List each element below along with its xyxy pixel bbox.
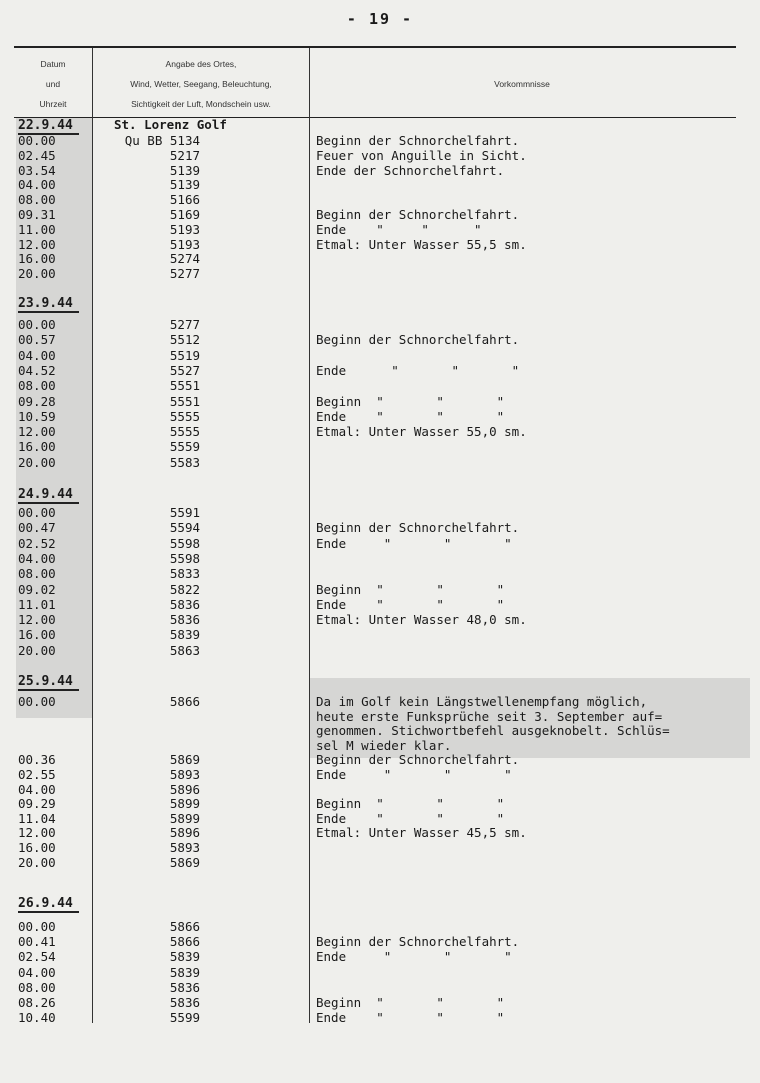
log-event: genommen. Stichwortbefehl ausgeknobelt. Schlüs= [316,723,670,738]
log-position: 5836 [169,980,200,995]
log-event: Ende " " " [316,597,505,612]
log-event: Beginn der Schnorchelfahrt. [316,133,520,148]
log-position: 5594 [169,520,200,535]
column-divider-2 [309,48,310,1023]
log-time: 04.00 [18,551,56,566]
log-time: 09.29 [18,796,56,811]
log-event: Beginn der Schnorchelfahrt. [316,752,520,767]
log-position: 5519 [169,348,200,363]
log-position: 5277 [169,266,200,281]
log-time: 08.26 [18,995,56,1010]
day-date: 23.9.44 [18,296,79,313]
log-position: 5559 [169,439,200,454]
log-time: 04.00 [18,348,56,363]
log-position: Qu BB 5134 [124,133,200,148]
log-time: 11.00 [18,222,56,237]
log-position: 5555 [169,409,200,424]
log-time: 12.00 [18,612,56,627]
log-time: 16.00 [18,840,56,855]
log-event: heute erste Funksprüche seit 3. September auf= [316,709,663,724]
log-event: Beginn " " " [316,394,505,409]
log-position: 5139 [169,177,200,192]
log-time: 04.00 [18,177,56,192]
day-date: 24.9.44 [18,487,79,504]
log-position: 5139 [169,163,200,178]
log-position: 5866 [169,694,200,709]
log-position: 5277 [169,317,200,332]
day-date: 25.9.44 [18,674,79,691]
log-position: 5839 [169,949,200,964]
log-event: Beginn " " " [316,796,505,811]
log-position: 5555 [169,424,200,439]
log-time: 02.52 [18,536,56,551]
log-position: 5551 [169,378,200,393]
log-event: Beginn der Schnorchelfahrt. [316,332,520,347]
log-position: 5166 [169,192,200,207]
log-time: 00.00 [18,505,56,520]
log-event: Ende " " " [316,409,505,424]
log-time: 08.00 [18,980,56,995]
log-position: 5893 [169,840,200,855]
top-rule [14,46,736,48]
log-position: 5591 [169,505,200,520]
log-position: 5836 [169,597,200,612]
log-time: 10.40 [18,1010,56,1025]
log-time: 00.00 [18,133,56,148]
log-position: 5836 [169,995,200,1010]
log-time: 03.54 [18,163,56,178]
log-event: Beginn der Schnorchelfahrt. [316,934,520,949]
log-event: Beginn der Schnorchelfahrt. [316,207,520,222]
log-position: 5169 [169,207,200,222]
log-time: 16.00 [18,627,56,642]
log-time: 08.00 [18,192,56,207]
log-event: Etmal: Unter Wasser 45,5 sm. [316,825,527,840]
log-event: sel M wieder klar. [316,738,452,753]
log-time: 12.00 [18,237,56,252]
header-events: Vorkommnisse [494,79,550,89]
log-time: 09.02 [18,582,56,597]
log-position: 5551 [169,394,200,409]
log-time: 12.00 [18,825,56,840]
log-time: 20.00 [18,643,56,658]
log-time: 02.45 [18,148,56,163]
log-time: 08.00 [18,378,56,393]
log-position: 5512 [169,332,200,347]
location-heading: St. Lorenz Golf [114,117,227,132]
column-divider-1 [92,48,93,1023]
log-time: 00.36 [18,752,56,767]
log-event: Feuer von Anguille in Sicht. [316,148,527,163]
log-time: 00.57 [18,332,56,347]
log-time: 02.54 [18,949,56,964]
log-event: Da im Golf kein Längstwellenempfang möglich, [316,694,648,709]
log-time: 04.00 [18,782,56,797]
log-event: Beginn " " " [316,582,505,597]
log-position: 5836 [169,612,200,627]
log-position: 5899 [169,811,200,826]
log-position: 5839 [169,965,200,980]
log-position: 5869 [169,855,200,870]
log-position: 5866 [169,934,200,949]
header-location-line: Sichtigkeit der Luft, Mondschein usw. [131,99,271,109]
log-position: 5583 [169,455,200,470]
log-event: Etmal: Unter Wasser 55,0 sm. [316,424,527,439]
log-time: 02.55 [18,767,56,782]
log-position: 5274 [169,251,200,266]
log-position: 5822 [169,582,200,597]
day-date: 22.9.44 [18,118,79,135]
log-position: 5893 [169,767,200,782]
log-time: 20.00 [18,455,56,470]
log-time: 00.00 [18,919,56,934]
log-time: 00.41 [18,934,56,949]
log-position: 5863 [169,643,200,658]
log-event: Beginn der Schnorchelfahrt. [316,520,520,535]
log-event: Ende " " " [316,1010,505,1025]
log-event: Ende " " " [316,767,512,782]
log-event: Ende " " " [316,811,505,826]
log-position: 5217 [169,148,200,163]
log-time: 04.52 [18,363,56,378]
log-time: 04.00 [18,965,56,980]
log-position: 5833 [169,566,200,581]
log-event: Ende " " " [316,222,482,237]
log-event: Ende " " " [316,363,520,378]
log-position: 5193 [169,237,200,252]
log-event: Etmal: Unter Wasser 48,0 sm. [316,612,527,627]
log-time: 10.59 [18,409,56,424]
log-time: 16.00 [18,251,56,266]
header-location-line: Angabe des Ortes, [165,59,237,69]
log-time: 20.00 [18,855,56,870]
log-position: 5527 [169,363,200,378]
log-position: 5193 [169,222,200,237]
log-position: 5899 [169,796,200,811]
log-time: 00.00 [18,317,56,332]
header-location-line: Wind, Wetter, Seegang, Beleuchtung, [130,79,272,89]
log-time: 11.04 [18,811,56,826]
day-date: 26.9.44 [18,896,79,913]
log-time: 12.00 [18,424,56,439]
log-time: 11.01 [18,597,56,612]
log-event: Beginn " " " [316,995,505,1010]
header-date-line: Datum [40,59,66,69]
log-time: 00.47 [18,520,56,535]
log-time: 09.28 [18,394,56,409]
log-time: 09.31 [18,207,56,222]
log-event: Etmal: Unter Wasser 55,5 sm. [316,237,527,252]
header-date [14,54,92,114]
log-position: 5839 [169,627,200,642]
log-event: Ende " " " [316,536,512,551]
log-position: 5598 [169,551,200,566]
log-position: 5598 [169,536,200,551]
header-date-line: Uhrzeit [39,99,67,109]
log-position: 5869 [169,752,200,767]
log-time: 08.00 [18,566,56,581]
log-time: 20.00 [18,266,56,281]
log-event: Ende der Schnorchelfahrt. [316,163,505,178]
page-number: - 19 - [346,10,414,28]
header-location [94,54,308,114]
log-event: Ende " " " [316,949,512,964]
log-position: 5599 [169,1010,200,1025]
log-time: 00.00 [18,694,56,709]
log-position: 5896 [169,825,200,840]
header-date-line: und [45,79,61,89]
log-time: 16.00 [18,439,56,454]
log-position: 5866 [169,919,200,934]
log-position: 5896 [169,782,200,797]
